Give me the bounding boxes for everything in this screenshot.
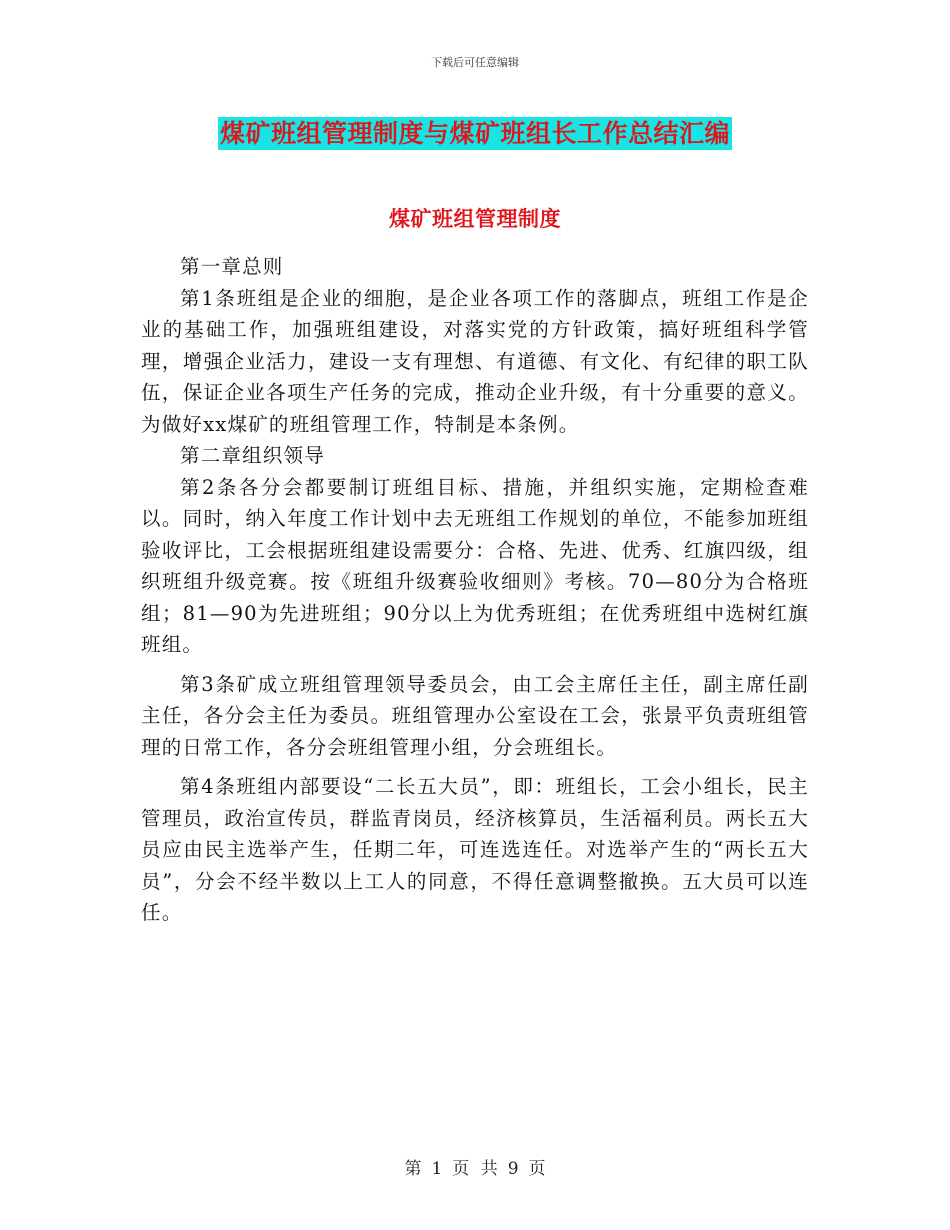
page-footer <box>0 1154 950 1179</box>
chapter-heading-2: 第二章组织领导 <box>180 444 325 467</box>
article-2-paragraph: 第2条各分会都要制订班组目标、措施，并组织实施，定期检查难以。同时，纳入年度工作计划中去无班组工作规划的单位，不能参加班组验收评比，工会根据班组建设需要分：合格、先进、优秀、红旗四级，组织班组升级竞赛。按《班组升级赛验收细则》考核。70—80分为合格班组；81—90为先进班组；90分以上为优秀班组；在优秀班组中选树红旗班组。 <box>141 475 809 656</box>
section-title: 煤矿班组管理制度 <box>389 207 561 231</box>
footer-prefix: 第 <box>404 1159 422 1179</box>
footer-page-current: 1 <box>431 1159 443 1179</box>
article-4-paragraph: 第4条班组内部要设“二长五大员”，即：班组长，工会小组长，民主管理员，政治宣传员，群监青岗员，经济核算员，生活福利员。两长五大员应由民主选举产生，任期二年，可连选连任。对选举产生的“两长五大员”，分会不经半数以上工人的同意，不得任意调整撤换。五大员可以连任。 <box>141 775 809 924</box>
header-note: 下载后可任意编辑 <box>431 56 519 69</box>
document-title-text: 煤矿班组管理制度与煤矿班组长工作总结汇编 <box>219 119 730 148</box>
footer-page-total: 9 <box>507 1159 519 1179</box>
article-3-paragraph: 第3条矿成立班组管理领导委员会，由工会主席任主任，副主席任副主任，各分会主任为委员。班组管理办公室设在工会，张景平负责班组管理的日常工作，各分会班组管理小组，分会班组长。 <box>141 672 809 759</box>
article-1-paragraph: 第1条班组是企业的细胞，是企业各项工作的落脚点，班组工作是企业的基础工作，加强班组建设，对落实党的方针政策，搞好班组科学管理，增强企业活力，建设一支有理想、有道德、有文化、有纪律的职工队伍，保证企业各项生产任务的完成，推动企业升级，有十分重要的意义。为做好xx煤矿的班组管理工作，特制是本条例。 <box>141 286 809 436</box>
footer-mid: 页 共 <box>452 1159 498 1179</box>
document-title <box>0 112 950 150</box>
document-body <box>141 251 809 929</box>
footer-suffix: 页 <box>528 1159 546 1179</box>
chapter-heading-1: 第一章总则 <box>180 255 284 278</box>
